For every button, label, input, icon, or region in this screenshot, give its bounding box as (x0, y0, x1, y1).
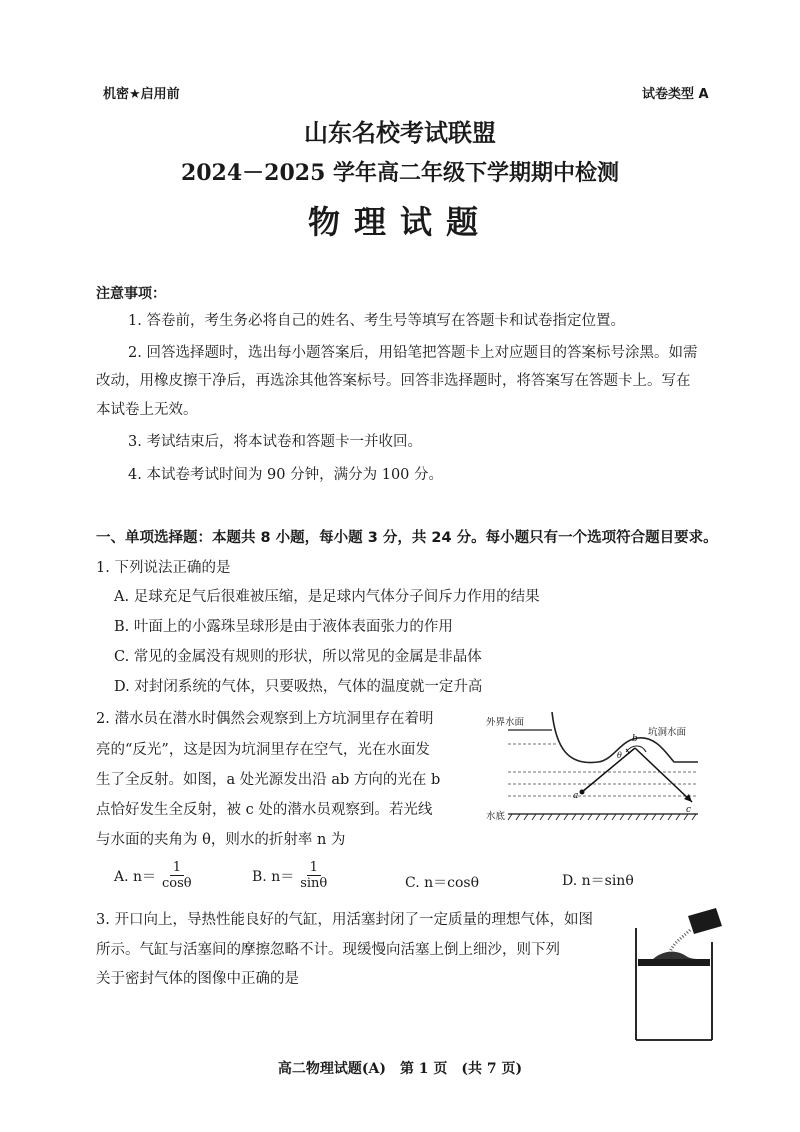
cave-surface-label: 坑洞水面 (648, 727, 687, 738)
q2-option-b-fraction (297, 860, 330, 891)
page-footer: 高二物理试题(A) 第 1 页 (共 7 页) (277, 1061, 523, 1077)
q2-line-5: 与水面的夹角为 θ，则水的折射率 n 为 (96, 832, 346, 848)
q1-stem: 1. 下列说法正确的是 (96, 560, 231, 576)
notice-heading: 注意事项： (96, 286, 166, 302)
q2-line-3: 生了全反射。如图，a 处光源发出沿 ab 方向的光在 b (96, 772, 441, 788)
notice-item-4: 4. 本试卷考试时间为 90 分钟，满分为 100 分。 (128, 467, 444, 483)
q3-line-2: 所示。气缸与活塞间的摩擦忽略不计。现缓慢向活塞上倒上细沙，则下列 (96, 942, 560, 958)
q1-option-c: C. 常见的金属没有规则的形状，所以常见的金属是非晶体 (114, 649, 482, 665)
q2-option-b-denominator: sinθ (300, 876, 328, 891)
q2-option-b (252, 860, 330, 891)
q1-option-a: A. 足球充足气后很难被压缩，是足球内气体分子间斥力作用的结果 (114, 589, 540, 605)
q2-option-a-fraction (159, 860, 195, 891)
notice-item-2-line-2: 改动，用橡皮擦干净后，再选涂其他答案标号。回答非选择题时，将答案写在答题卡上。写在 (96, 373, 691, 389)
sand-pile (652, 952, 700, 960)
notice-item-2-line-3: 本试卷上无效。 (96, 402, 198, 418)
subject-title: 物理试题 (307, 203, 492, 241)
bottom-hatching (508, 814, 696, 820)
outer-surface-label: 外界水面 (486, 717, 525, 728)
q3-line-1: 3. 开口向上，导热性能良好的气缸，用活塞封闭了一定质量的理想气体，如图 (96, 912, 593, 928)
point-c-label: c (686, 805, 692, 815)
reflected-ray (635, 748, 692, 802)
exam-union-title: 山东名校考试联盟 (304, 118, 496, 147)
notice-item-2-line-1: 2. 回答选择题时，选出每小题答案后，用铅笔把答题卡上对应题目的答案标号涂黑。如需 (128, 345, 698, 361)
q3-line-3: 关于密封气体的图像中正确的是 (96, 971, 299, 987)
incident-ray (582, 748, 635, 792)
point-a-label: a (573, 791, 579, 801)
angle-theta-label: θ (617, 751, 622, 760)
q2-option-b-numerator: 1 (307, 860, 321, 876)
q2-option-c: C. n＝cosθ (405, 875, 480, 891)
q2-option-b-label: B. n＝ (252, 868, 295, 885)
section-1-heading: 一、单项选择题：本题共 8 小题，每小题 3 分，共 24 分。每小题只有一个选项符合题目要求。 (96, 530, 718, 546)
q2-option-a-numerator: 1 (170, 860, 184, 876)
piston (638, 959, 710, 966)
notice-item-3: 3. 考试结束后，将本试卷和答题卡一并收回。 (128, 434, 422, 450)
exam-term-title: 2024－2025 学年高二年级下学期期中检测 (180, 160, 620, 186)
paper-type-label: 试卷类型 A (642, 87, 709, 102)
sand-cup-icon (688, 908, 722, 934)
q2-option-d: D. n＝sinθ (562, 873, 634, 889)
q2-line-1: 2. 潜水员在潜水时偶然会观察到上方坑洞里存在着明 (96, 711, 434, 727)
light-source-dot (580, 790, 585, 795)
q3-cylinder-diagram (630, 906, 730, 1046)
confidential-label: 机密★启用前 (103, 87, 180, 102)
q2-line-4: 点恰好发生全反射，被 c 处的潜水员观察到。若光线 (96, 802, 433, 818)
q2-option-a (114, 860, 195, 891)
q2-diagram (486, 708, 704, 828)
q1-option-d: D. 对封闭系统的气体，只要吸热，气体的温度就一定升高 (114, 679, 483, 695)
q2-line-2: 亮的“反光”，这是因为坑洞里存在空气，光在水面发 (96, 742, 430, 758)
q1-option-b: B. 叶面上的小露珠呈球形是由于液体表面张力的作用 (114, 619, 453, 635)
notice-item-1: 1. 答卷前，考生务必将自己的姓名、考生号等填写在答题卡和试卷指定位置。 (128, 313, 625, 329)
q2-option-a-label: A. n＝ (114, 868, 157, 885)
point-b-label: b (632, 734, 638, 744)
bottom-label: 水底 (486, 811, 506, 822)
sand-stream (670, 930, 690, 952)
q2-option-a-denominator: cosθ (162, 876, 192, 891)
